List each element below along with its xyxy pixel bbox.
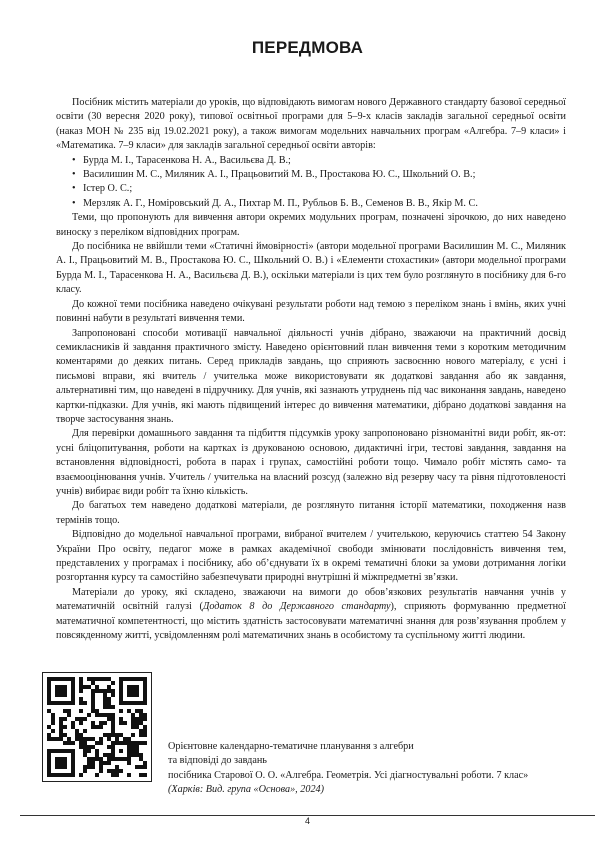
paragraph: До багатьох тем наведено додаткові матеріали, де розглянуто питання історії математики, походження назв термінів тощо.	[56, 500, 566, 526]
intro-paragraph: Посібник містить матеріали до уроків, що відповідають вимогам нового Державного стандарту базової середньої освіти (30 вересня 2020 року), типової освітньої програми для 5–9-х класів закладів загальної середньої освіти (наказ МОН № 235 від 19.02.2021 року), а також вимогам модельних навчальних програм «Алгебра. 7–9 класи» і «Математика. 7–9 класи» для закладів загальної середньої освіти авторів:	[56, 97, 566, 152]
paragraph: Для перевірки домашнього завдання та підбиття підсумків уроку запропоновано різноманітні види робіт, як-от: усні бліцопитування, роботи на картках із друкованою основою, дидактичні ігри, тестові завдання, завдання на встановлення відповідності, робота в парах і групах, самостійні роботи тощо. Чимало робіт містять само- та взаємооцінювання учнів. Учитель / учителька на власний розсуд (залежно від резерву часу та рівня підготовленості учнів) вибирає види робіт та їхню кількість.	[56, 428, 566, 497]
paragraph: До кожної теми посібника наведено очікувані результати роботи над темою з переліком знань і вмінь, яких учні повинні набути в результаті вивчення теми.	[56, 298, 566, 325]
paragraph-text: ), сприяють формуванню предметної математичної компетентності, що містить здатність застосовувати математичні знання для розв’язування проблем у повсякденному житті, усвідомленням ролі математичних знань в особистому та суспільному житті людини.	[56, 601, 566, 642]
qr-code[interactable]	[42, 672, 152, 782]
paragraph	[56, 586, 566, 644]
paragraph: Теми, що пропонують для вивчення автори окремих модульних програм, позначені зірочкою, до них наведено виноску з переліком відповідних програм.	[56, 212, 566, 238]
qr-code-icon	[43, 673, 151, 781]
qr-caption-line: та відповіді до завдань	[168, 755, 267, 767]
page-title: ПЕРЕДМОВА	[251, 38, 364, 57]
footer	[0, 811, 615, 829]
author-item: • Бурда М. І., Тарасенкова Н. А., Васильєва Д. В.;	[72, 154, 566, 168]
author-item: • Мерзляк А. Г., Номіровський Д. А., Пихтар М. П., Рубльов Б. В., Семенов В. В., Якір М. С.	[72, 197, 566, 211]
qr-caption-line: посібника Старової О. О. «Алгебра. Геометрія. Усі діагностувальні роботи. 7 клас»	[168, 769, 529, 781]
author-item: • Істер О. С.;	[72, 182, 566, 196]
page-number: 4	[297, 816, 318, 826]
authors-list	[56, 154, 566, 212]
paragraph: Запропоновані способи мотивації навчальної діяльності учнів дібрано, зважаючи на практичний досвід семикласників й завдання практичного змісту. Наведено орієнтовний план вивчення теми з коротким методичним коментарями до деяких питань. Серед прикладів завдань, що сприяють засвоєнню нового матеріалу, є усні і письмові вправи, які вчитель / учителька може використовувати як додаткові завдання або як завдання, альтернативні тим, що наведені в підручнику. Для учнів, які зазнають утруднень під час виконання завдань, наведено картки-підказки. Для учнів, які мають підвищений інтерес до вивчення математики, дібрано додаткові завдання на творче застосування знань.	[56, 327, 566, 425]
paragraph: До посібника не ввійшли теми «Статичні ймовірності» (автори модельної програми Василишин М. С., Миляник А. І., Працьовитий М. В., Простакова Ю. С., Школьний О. В.) і «Елементи стохастики» (автори модельної програми Бурда М. І., Тарасенкова Н. А., Васильєва Д. В.), оскільки матеріали із цих тем було розглянуто в посібнику для 6-го класу.	[56, 241, 566, 296]
standard-reference: Додаток 8 до Державного стандарту	[202, 601, 391, 613]
qr-caption	[168, 740, 588, 798]
author-item: • Василишин М. С., Миляник А. І., Працьовитий М. В., Простакова Ю. С., Школьний О. В.;	[72, 168, 566, 182]
qr-caption-line: Орієнтовне календарно-тематичне планування з алгебри	[168, 741, 414, 752]
qr-caption-line: (Харків: Вид. група «Основа», 2024)	[168, 784, 325, 796]
paragraph: Відповідно до модельної навчальної програми, вибраної вчителем / учителькою, керуючись статтею 54 Закону України Про освіту, педагог може в рамках академічної свободи змінювати послідовність вивчення тем, представлених у програмах і посібнику, або об’єднувати їх в окремі тематичні блоки за умови дотримання логіки розгортання курсу та самостійно забезпечувати природні внутрішні й міжпредметні зв’язки.	[56, 529, 566, 584]
body-text	[56, 96, 566, 643]
paragraph-text: Матеріали до уроку, які складено, зважаючи на вимоги до обов’язкових результатів навчання учнів у математичній освітній галузі (	[56, 586, 566, 613]
